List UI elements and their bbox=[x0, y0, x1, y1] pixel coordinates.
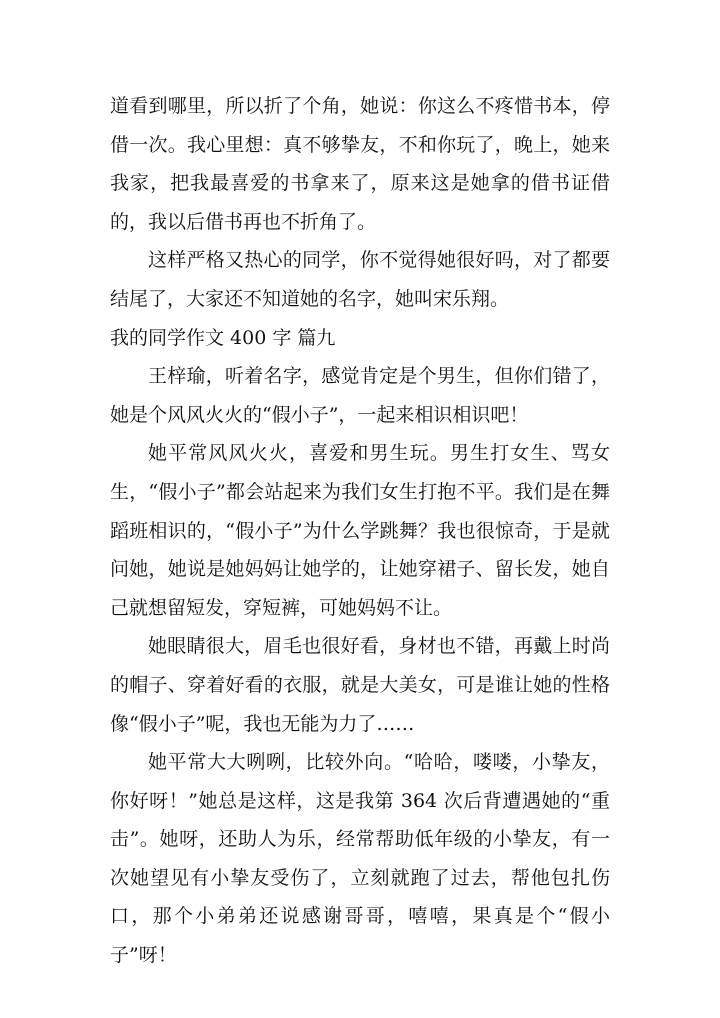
document-body bbox=[110, 87, 610, 975]
paragraph-borrowed-book: 道看到哪里，所以折了个角，她说：你这么不疼惜书本，停借一次。我心里想：真不够挚友，不和你玩了，晚上，她来我家，把我最喜爱的书拿来了，原来这是她拿的借书证借的，我以后借书再也不折角了。 bbox=[110, 95, 610, 233]
paragraph-outgoing: 她平常大大咧咧，比较外向。“哈哈，喽喽，小挚友，你好呀！”她总是这样，这是我第 364 次后背遭遇她的“重击”。她呀，还助人为乐，经常帮助低年级的小挚友，有一次她望见有小挚友受伤了，立刻就跑了过去，帮他包扎伤口，那个小弟弟还说感谢哥哥，嘻嘻，果真是个“假小子”呀！ bbox=[110, 751, 610, 967]
paragraph-song-lexiang: 这样严格又热心的同学，你不觉得她很好吗，对了都要结尾了，大家还不知道她的名字，她叫宋乐翔。 bbox=[110, 249, 610, 310]
paragraph-dance-class: 她平常风风火火，喜爱和男生玩。男生打女生、骂女生，“假小子”都会站起来为我们女生打抱不平。我们是在舞蹈班相识的，“假小子”为什么学跳舞？我也很惊奇，于是就问她，她说是她妈妈让她学的，让她穿裙子、留长发，她自己就想留短发，穿短裤，可她妈妈不让。 bbox=[110, 442, 610, 619]
paragraph-appearance: 她眼睛很大，眉毛也很好看，身材也不错，再戴上时尚的帽子、穿着好看的衣服，就是大美女，可是谁让她的性格像“假小子”呢，我也无能为力了…… bbox=[110, 635, 610, 735]
essay-heading-9: 我的同学作文 400 字 篇九 bbox=[110, 326, 336, 349]
paragraph-intro-wang-ziyu: 王梓瑜，听着名字，感觉肯定是个男生，但你们错了，她是个风风火火的“假小子”，一起来相识相识吧！ bbox=[110, 365, 610, 426]
